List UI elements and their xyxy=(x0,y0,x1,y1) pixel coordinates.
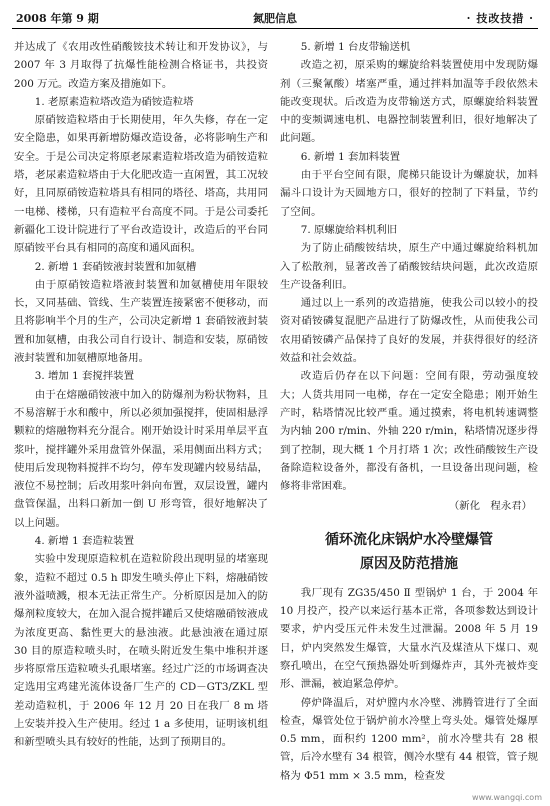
paragraph: 通过以上一系列的改造措施，使我公司以较小的投资对硝铵磷复混肥产品进行了防爆改性，从而使我公司农用硝铵磷产品保持了良好的发展，并获得很好的经济效益和社会效益。 xyxy=(280,297,538,365)
section-heading: 3. 增加 1 套搅拌装置 xyxy=(34,370,134,383)
author-signature: （新化 程永君） xyxy=(448,500,532,513)
paragraph: 由于原硝铵造粒塔液封装置和加氨槽使用年限较长，又同基础、管线、生产装置连接紧密不便移动，而且将影响半个月的生产，公司决定新增 1 套硝铵液封装置和加氨槽，由我公司自行设计、制造和安装，原硝铵液封装置和加氨槽原地备用。 xyxy=(14,278,268,365)
journal-title: 氮肥信息 xyxy=(253,12,297,25)
paragraph: 由于在熔融硝铵液中加入的防爆剂为粉状物料，且不易溶解于水和酸中，所以必须加强搅拌，使固相悬浮颗粒的熔融物料充分混合。刚开始设计时采用单层平直浆叶，搅拌罐外采用盘管外保温，采用侧面出料方式；使用后发现物料搅拌不均匀，停车发现罐内较易结晶，液位不易控制；后改用浆叶斜向布置，双层设置，罐内盘管保温，出料口新加一倒 U 形弯管，很好地解决了以上问题。 xyxy=(14,388,268,529)
section-label: · 技改技措 · xyxy=(466,12,534,25)
section-heading: 1. 老原素造粒塔改造为硝铵造粒塔 xyxy=(34,95,194,108)
paragraph: 改造之初，原采购的螺旋给料装置使用中发现防爆剂（三聚氰酸）堵塞严重，通过拌料加温等手段依然未能改变现状。后改造为皮带输送方式，原螺旋给料装置中的变频调速电机、电器控制装置利旧，很好地解决了此问题。 xyxy=(280,59,538,145)
section-heading: 5. 新增 1 台皮带输送机 xyxy=(300,41,411,53)
left-column xyxy=(14,38,268,752)
paragraph: 改造后仍存在以下问题：空间有限，劳动强度较大；人货共用同一电梯，存在一定安全隐患；刚开始生产时，粘塔情况比较严重。通过摸索，将电机转速调整为内轴 200 r/min、外轴 220 r/min，粘塔情况逐步得到了控制，现大概 1 个月打塔 1 次；改性硝酸铵生产设备除造粒设备外，都没有备机，一旦设备出现问题，检修将非常困难。 xyxy=(280,370,538,493)
watermark: www.wangqi.com xyxy=(472,793,542,802)
section-heading: 4. 新增 1 套造粒装置 xyxy=(34,535,134,548)
page-header xyxy=(12,6,538,29)
paragraph: 停炉降温后，对炉膛内水冷壁、沸腾管进行了全面检查，爆管处位于锅炉前水冷壁上弯头处。爆管处爆厚 0.5 mm，面积约 1200 mm²，前水冷壁共有 28 根管，后冷水壁有 34 根管，侧冷水壁有 44 根管，管子规格为 Φ51 mm × 3.5 mm，检查发 xyxy=(280,696,538,782)
article-title-line-1: 循环流化床锅炉水冷壁爆管 xyxy=(325,531,493,548)
paragraph: 原硝铵造粒塔由于长期使用，年久失修，存在一定安全隐患，如果再新增防爆改造设备，必将影响生产和安全。于是公司决定将原老尿素造粒塔改造为硝铵造粒塔，老尿素造粒塔由于大化肥改造一直闲置，其工况较好，且同原硝铵造粒塔具有相同的塔径、塔高，共用同一电梯、楼梯，只有造粒平台高度不同。于是公司委托新疆化工设计院进行了平台改造设计，改造后的平台同原硝铵平台具有相同的高度和通风面积。 xyxy=(14,114,268,255)
paragraph: 为了防止硝酸铵结块，原生产中通过螺旋给料机加入了松散剂，显著改善了硝酸铵结块问题，此次改造原生产设备利旧。 xyxy=(280,242,538,291)
paragraph: 实验中发现原造粒机在造粒阶段出现明显的堵塞现象，造粒不超过 0.5 h 即发生喷头停止下料，熔融硝铵液外溢喷溅，根本无法正常生产。分析原因是加入的防爆剂粒度较大，在加入混合搅拌罐后又使熔融硝铵液成为浓度更高、黏性更大的悬浊液。此悬浊液在通过原 30 目的原造粒喷头时，在喷头附近发生集中堆积并逐步将原常压造粒喷头孔眼堵塞。经过广泛的市场调查决定选用宝鸡建光流体设备厂生产的 CD－GT3/ZKL 型差动造粒机，于 2006 年 12 月 20 日在我厂 8 m 塔上安装并投入生产使用。经过 1 a 多使用，证明该机组和新型喷头具有较好的性能，达到了预期目的。 xyxy=(14,553,268,749)
article-title xyxy=(280,528,538,576)
section-heading: 7. 原螺旋给料机利旧 xyxy=(300,223,398,236)
issue-label: 2008 年第 9 期 xyxy=(16,12,99,25)
article-title-line-2: 原因及防范措施 xyxy=(360,555,458,572)
paragraph: 由于平台空间有限，爬梯只能设计为螺旋状，加料漏斗口设计为天圆地方口，很好的控制了下料量，节约了空间。 xyxy=(280,169,538,218)
paragraph: 我厂现有 ZG35/450 Ⅱ 型锅炉 1 台，于 2004 年 10 月投产，投产以来运行基本正常，各项参数达到设计要求，炉内受压元件未发生过泄漏。2008 年 5 月 19 日，炉内突然发生爆管，大量水汽及煤渣从下煤口、观察孔喷出，在空气预热器处听到爆炸声，其外壳被炸变形、泄漏，被迫紧急停炉。 xyxy=(280,586,538,691)
right-column xyxy=(280,38,538,785)
paragraph: 并达成了《农用改性硝酸铵技术转让和开发协议》，与 2007 年 3 月取得了抗爆性能检测合格证书，共投资 200 万元。改造方案及措施如下。 xyxy=(14,41,268,90)
section-heading: 2. 新增 1 套硝铵液封装置和加氨槽 xyxy=(34,260,197,273)
section-heading: 6. 新增 1 套加料装置 xyxy=(300,150,400,163)
